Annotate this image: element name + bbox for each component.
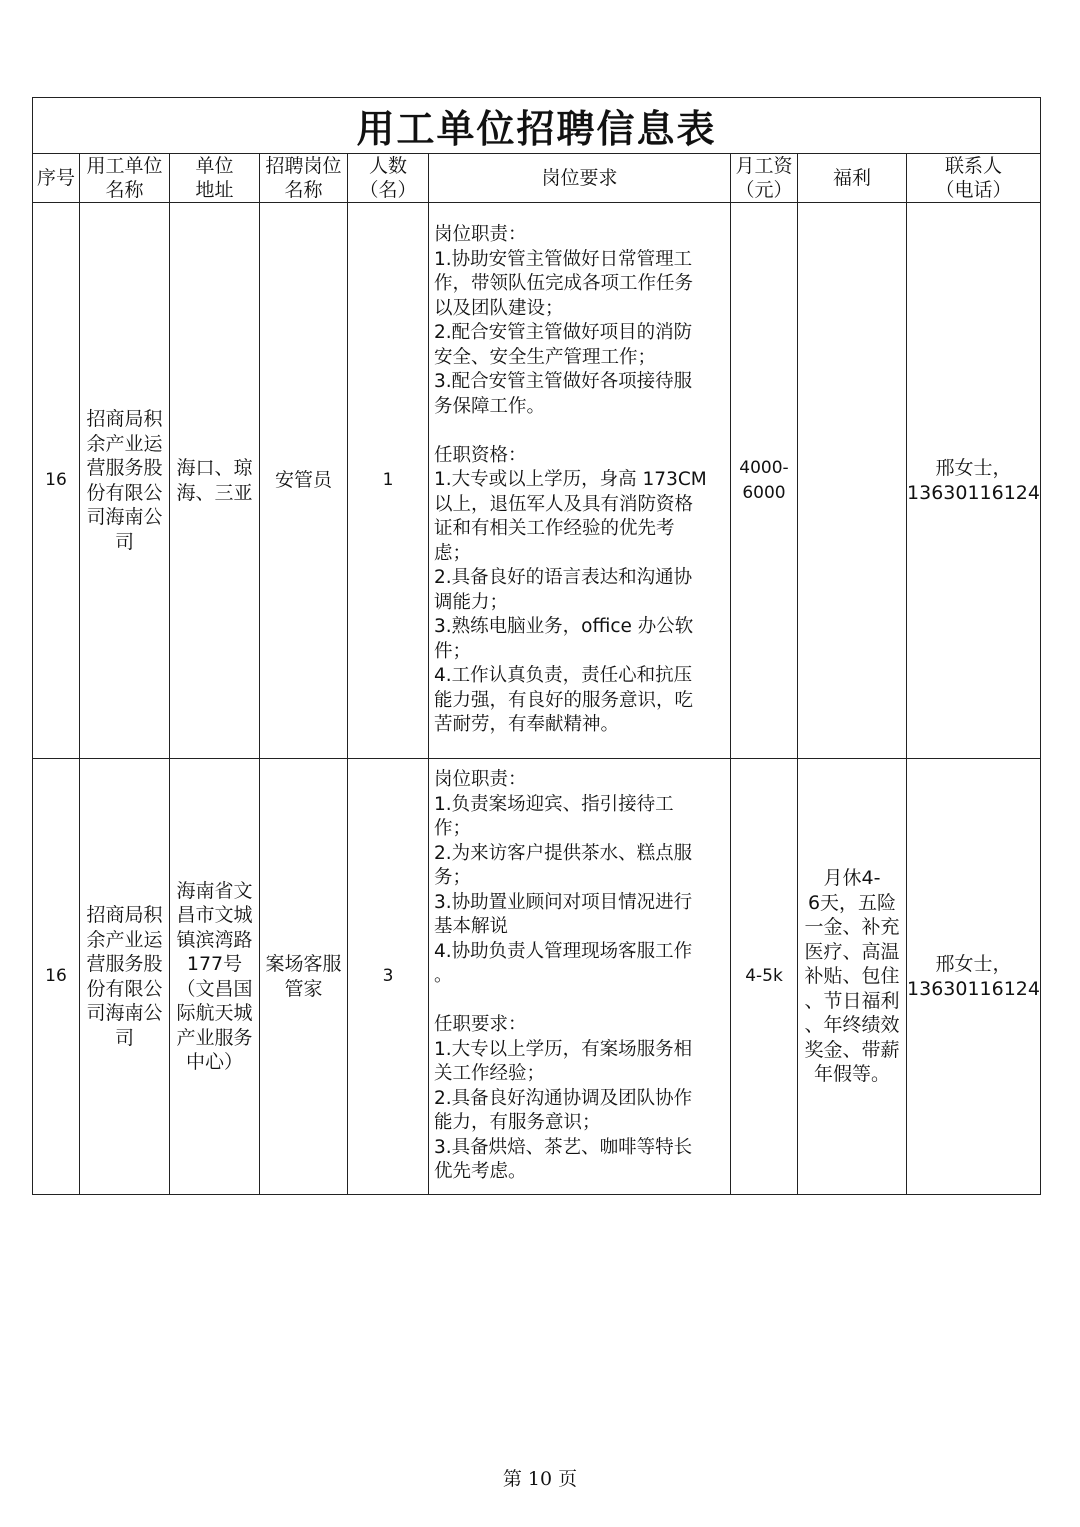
welfare-line: 、节日福利 <box>804 989 900 1012</box>
requirement-line: 3.配合安管主管做好各项接待服 <box>434 371 693 393</box>
page-title: 用工单位招聘信息表 <box>33 98 1041 154</box>
welfare-line: 6天，五险 <box>807 891 897 914</box>
requirement-line: 苦耐劳，有奉献精神。 <box>434 714 620 736</box>
company-line: 司 <box>114 530 134 553</box>
requirement-line: 优先考虑。 <box>434 1161 527 1183</box>
requirement-line: 2.具备良好的语言表达和沟通协 <box>434 567 693 589</box>
header-count: 人数 （名） <box>348 154 429 203</box>
welfare-line: 补贴、包住 <box>804 965 900 988</box>
address-line: 海口、琼 <box>176 457 253 479</box>
requirement-line <box>434 419 726 444</box>
table-row <box>33 759 1041 1195</box>
requirement-line: 1.负责案场迎宾、指引接待工 <box>434 793 674 815</box>
requirement-line: 件； <box>434 640 472 662</box>
address-line: 产业服务 <box>176 1026 253 1049</box>
requirement-line: 任职资格： <box>434 444 527 466</box>
company-line: 余产业运 <box>86 432 163 455</box>
company-cell <box>80 203 170 759</box>
company-line: 营服务股 <box>86 457 163 479</box>
requirement-line: 岗位职责： <box>434 224 527 246</box>
page-number: 第 10 页 <box>502 1468 578 1490</box>
requirement-line: 安全、安全生产管理工作； <box>434 346 657 368</box>
requirement-line: 3.熟练电脑业务，office 办公软 <box>434 616 694 638</box>
requirement-line: 1.协助安管主管做好日常管理工 <box>434 248 693 270</box>
company-line: 司海南公 <box>86 1002 163 1024</box>
header-welfare: 福利 <box>798 154 907 203</box>
header-row <box>33 154 1041 203</box>
welfare-cell <box>798 759 907 1195</box>
requirements-cell <box>429 203 731 759</box>
welfare-cell <box>798 203 907 759</box>
requirement-line <box>434 989 726 1014</box>
seq-cell: 16 <box>33 759 80 1195</box>
requirement-line: 能力强，有良好的服务意识，吃 <box>434 689 694 711</box>
requirement-line: 2.具备良好沟通协调及团队协作 <box>434 1087 693 1109</box>
position-line: 管家 <box>284 977 323 1000</box>
address-line: 昌市文城 <box>176 904 253 926</box>
requirement-line: 作，带领队伍完成各项工作任务 <box>434 273 694 295</box>
company-line: 份有限公 <box>86 977 163 1000</box>
welfare-line: 医疗、高温 <box>804 940 900 963</box>
company-cell <box>80 759 170 1195</box>
welfare-line: 年假等。 <box>813 1063 890 1086</box>
requirement-line: 。 <box>434 965 453 987</box>
requirement-line: 1.大专以上学历，有案场服务相 <box>434 1038 693 1060</box>
requirement-line: 证和有相关工作经验的优先考 <box>434 518 675 540</box>
position-cell <box>260 759 348 1195</box>
header-seq: 序号 <box>33 154 80 203</box>
seq-cell: 16 <box>33 203 80 759</box>
salary-line: 6000 <box>742 482 786 503</box>
address-cell <box>170 759 260 1195</box>
company-line: 份有限公 <box>86 481 163 504</box>
company-line: 余产业运 <box>86 928 163 951</box>
contact-line: 13630116124 <box>907 481 1040 504</box>
welfare-line: 、年终绩效 <box>804 1014 900 1037</box>
requirement-line: 3.具备烘焙、茶艺、咖啡等特长 <box>434 1136 693 1158</box>
requirement-line: 关工作经验； <box>434 1063 546 1085</box>
requirements-cell <box>429 759 731 1195</box>
address-line: （文昌国 <box>176 977 253 1000</box>
salary-line: 4-5k <box>745 966 783 987</box>
requirement-line: 2.为来访客户提供茶水、糕点服 <box>434 842 693 864</box>
company-line: 司海南公 <box>86 506 163 528</box>
address-line: 海、三亚 <box>176 481 253 504</box>
address-line: 177号 <box>186 953 243 975</box>
contact-line: 邢女士， <box>935 457 1012 479</box>
salary-cell <box>731 759 798 1195</box>
contact-cell <box>907 203 1041 759</box>
header-requirements: 岗位要求 <box>429 154 731 203</box>
contact-cell <box>907 759 1041 1195</box>
contact-line: 邢女士， <box>935 953 1012 975</box>
contact-line: 13630116124 <box>907 977 1040 1000</box>
requirement-line: 虑； <box>434 542 472 564</box>
header-address: 单位 地址 <box>170 154 260 203</box>
address-line: 中心） <box>185 1051 243 1073</box>
address-line: 际航天城 <box>176 1002 253 1024</box>
requirement-line: 2.配合安管主管做好项目的消防 <box>434 322 693 344</box>
company-line: 营服务股 <box>86 953 163 975</box>
requirement-line: 以及团队建设； <box>434 297 564 319</box>
address-line: 海南省文 <box>176 879 253 902</box>
welfare-line: 一金、补充 <box>804 916 900 939</box>
requirement-line: 调能力； <box>434 591 509 613</box>
requirement-line: 4.协助负责人管理现场客服工作 <box>434 940 693 962</box>
requirement-line: 务保障工作。 <box>434 395 546 417</box>
requirement-line: 基本解说 <box>434 916 509 938</box>
requirement-line: 任职要求： <box>434 1014 527 1036</box>
position-cell <box>260 203 348 759</box>
position-line: 案场客服 <box>265 953 342 975</box>
company-line: 招商局积 <box>86 904 163 926</box>
welfare-line: 月休4- <box>823 867 881 890</box>
header-contact: 联系人 （电话） <box>907 154 1041 203</box>
requirement-line: 3.协助置业顾问对项目情况进行 <box>434 891 693 913</box>
address-cell <box>170 203 260 759</box>
requirement-line: 岗位职责： <box>434 769 527 791</box>
position-line: 安管员 <box>274 469 332 492</box>
address-line: 镇滨湾路 <box>176 928 253 951</box>
requirement-line: 1.大专或以上学历，身高 173CM <box>434 469 707 491</box>
company-line: 招商局积 <box>86 408 163 430</box>
requirement-line: 作； <box>434 818 472 840</box>
company-line: 司 <box>114 1026 134 1049</box>
header-salary: 月工资 （元） <box>731 154 798 203</box>
welfare-line: 奖金、带薪 <box>804 1038 900 1061</box>
salary-line: 4000- <box>739 458 789 478</box>
requirement-line: 以上，退伍军人及具有消防资格 <box>434 493 694 515</box>
requirement-line: 能力，有服务意识； <box>434 1112 601 1134</box>
count-cell: 3 <box>348 759 429 1195</box>
recruitment-table <box>32 97 1041 1195</box>
header-position: 招聘岗位 名称 <box>260 154 348 203</box>
header-company: 用工单位 名称 <box>80 154 170 203</box>
table-row <box>33 203 1041 759</box>
requirement-line: 4.工作认真负责，责任心和抗压 <box>434 665 693 687</box>
count-cell: 1 <box>348 203 429 759</box>
salary-cell <box>731 203 798 759</box>
requirement-line: 务； <box>434 867 472 889</box>
